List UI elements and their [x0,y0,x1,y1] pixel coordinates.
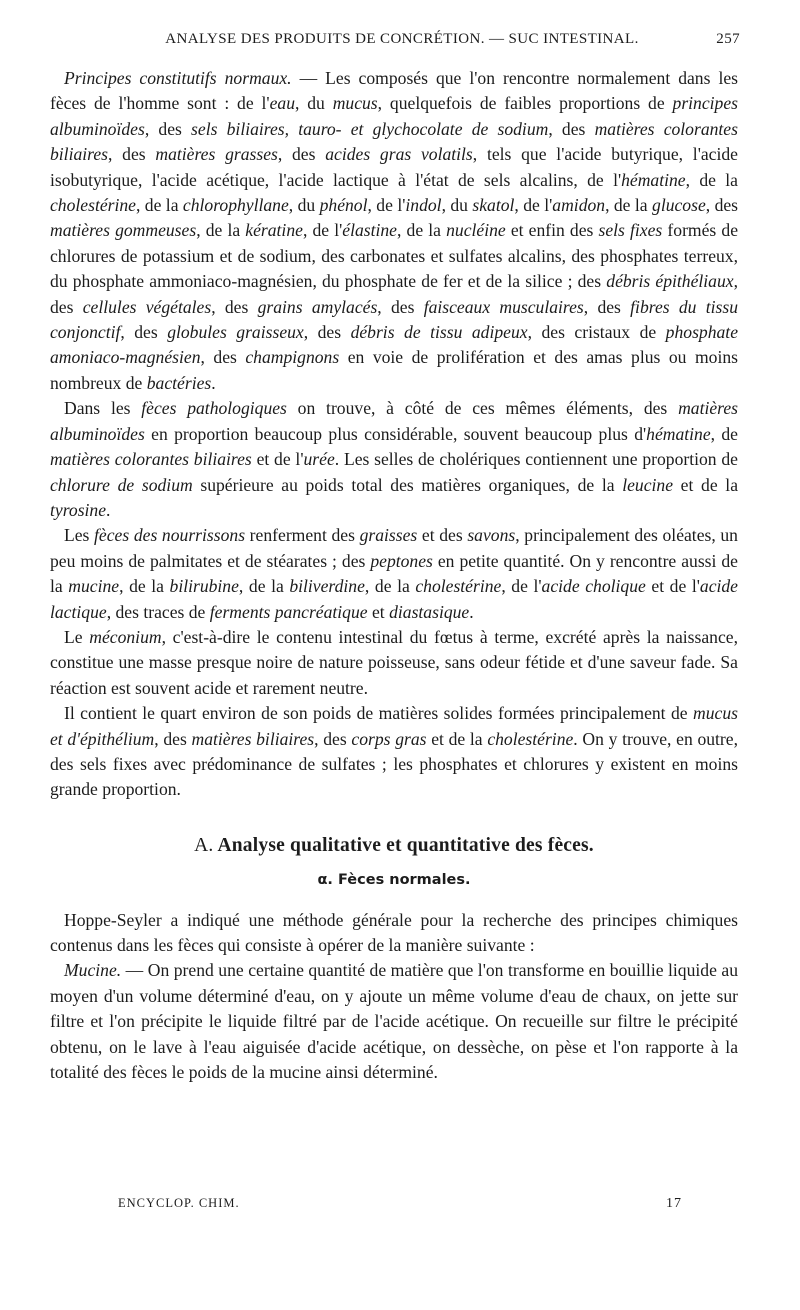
paragraph-mucine: Mucine. — On prend une certaine quantité de matière que l'on transforme en bouillie liquide au moyen d'un volume déterminé d'eau, on y ajoute un même volume d'eau de chaux, on jette sur filtre et l'on précipite le liquide filtré par de l'acide acétique. On recueille sur filtre le précipité obtenu, on le lave à l'eau aiguisée d'acide acétique, on dessèche, on pèse et l'on rapporte à la totalité des fèces le poids de la mucine ainsi déterminé. [50,960,738,1083]
page-footer [118,1196,682,1211]
footer-source: ENCYCLOP. CHIM. [118,1196,240,1210]
paragraph-normal-constituents: Principes constitutifs normaux. — Les composés que l'on rencontre normalement dans les fèces de l'homme sont : de l'eau, du mucus, quelquefois de faibles proportions de principes albuminoïdes, des sels biliaires, tauro- et glychocolate de sodium, des matières colorantes biliaires, des matières grasses, des acides gras volatils, tels que l'acide butyrique, l'acide isobutyrique, l'acide acétique, l'acide lactique à l'état de sels alcalins, de l'hématine, de la cholestérine, de la chlorophyllane, du phénol, de l'indol, du skatol, de l'amidon, de la glucose, des matières gommeuses, de la kératine, de l'élastine, de la nucléine et enfin des sels fixes formés de chlorures de potassium et de sodium, des carbonates et sulfates alcalins, des phosphates terreux, du phosphate ammoniaco-magnésien, du phosphate de fer et de la silice ; des débris épithéliaux, des cellules végétales, des grains amylacés, des faisceaux musculaires, des fibres du tissu conjonctif, des globules graisseux, des débris de tissu adipeux, des cristaux de phosphate amoniaco-magnésien, des champignons en voie de prolifération et des amas plus ou moins nombreux de bactéries. [50,68,739,393]
paragraph-meconium: Le méconium, c'est-à-dire le contenu intestinal du fœtus à terme, excrété après la naissance, constitue une masse presque noire de nature poisseuse, sans odeur fétide et d'une saveur fade. Sa réaction est souvent acide et rarement neutre. [50,626,738,698]
signature-mark: 17 [666,1196,682,1211]
paragraph-meconium-composition: Il contient le quart environ de son poids de matières solides formées principalement de mucus et d'épithélium, des matières biliaires, des corps gras et de la cholestérine. On y trouve, en outre, des sels fixes avec prédominance de sulfates ; les phosphates et chlorures y existent en moins grande proportion. [50,703,738,800]
section-letter: A. [194,834,214,856]
section-heading [50,833,738,858]
section-title: Analyse qualitative et quantitative des fèces. [217,834,594,856]
paragraph-pathological-feces: Dans les fèces pathologiques on trouve, à côté de ces mêmes éléments, des matières albuminoïdes en proportion beaucoup plus considérable, souvent beaucoup plus d'hématine, de matières colorantes biliaires et de l'urée. Les selles de cholériques contiennent une proportion de chlorure de sodium supérieure au poids total des matières organiques, de la leucine et de la tyrosine. [50,398,738,520]
running-header [64,31,740,48]
paragraph-hoppe-seyler: Hoppe-Seyler a indiqué une méthode générale pour la recherche des principes chimiques contenus dans les fèces qui consiste à opérer de la manière suivante : [50,909,738,955]
page-number: 257 [716,31,740,47]
body-text [50,66,738,1085]
subsection-heading: α. Fèces normales. [317,872,471,889]
running-title: ANALYSE DES PRODUITS DE CONCRÉTION. — SUC INTESTINAL. [165,31,639,47]
paragraph-infant-feces: Les fèces des nourrissons renferment des graisses et des savons, principalement des oléates, un peu moins de palmitates et de stéarates ; des peptones en petite quantité. On y rencontre aussi de la mucine, de la bilirubine, de la biliverdine, de la cholestérine, de l'acide cholique et de l'acide lactique, des traces de ferments pancréatique et diastasique. [50,525,738,622]
